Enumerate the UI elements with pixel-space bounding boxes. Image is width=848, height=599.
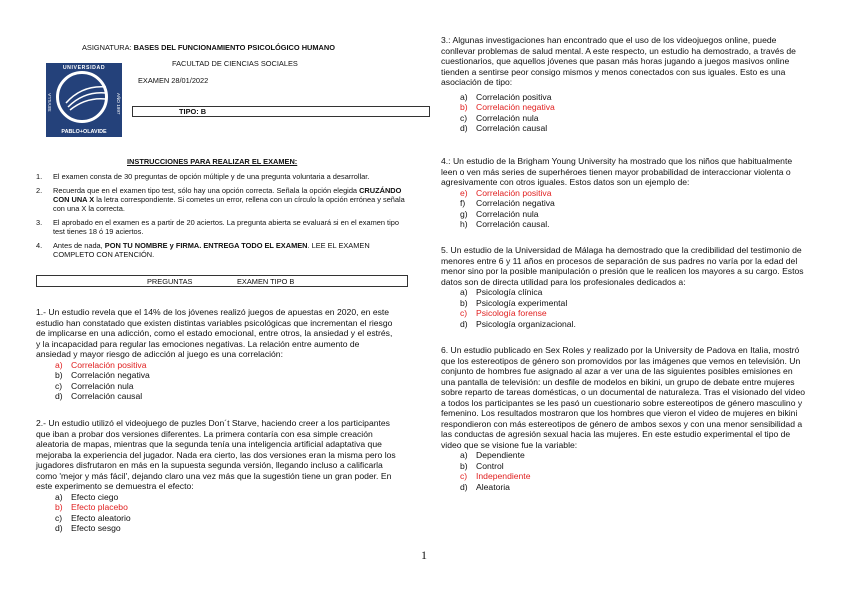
table-col-preguntas: PREGUNTAS: [147, 277, 193, 286]
question-3: [441, 35, 803, 134]
option-b[interactable]: b) Correlación negativa: [460, 102, 555, 112]
faculty-name: FACULTAD DE CIENCIAS SOCIALES: [172, 59, 298, 68]
question-text: 4.: Un estudio de la Brigham Young University ha mostrado que los niños que habitualmente leen o ven más series de superhéroes tienen mayor probabilidad de interaccionar violenta o agresivamente con otros iguales. Estos datos son un ejemplo de:: [441, 156, 793, 187]
tipo-box: [132, 106, 430, 117]
university-logo: [46, 63, 122, 137]
option-a[interactable]: a) Correlación positiva: [460, 91, 552, 102]
question-text: 5. Un estudio de la Universidad de Málaga ha demostrado que la credibilidad del testimonio de menores entre 6 y 11 años en procesos de separación de sus padres no varía por la edad del menor sino por la posible manipulación o presión que le realicen los mayores a su cargo. Estos datos son de directa utilidad para los profesionales dedicados a:: [441, 245, 804, 287]
question-2: [36, 418, 396, 534]
question-text: 3.: Algunas investigaciones han encontrado que el uso de los videojuegos online, puede conllevar problemas de salud mental. A este respecto, un estudio ha demostrado, a través de cuestionarios, que aquellos jóvenes que pasan más horas jugando a juegos masivos online tienden a sentirse peor consigo mismos y menos conectados con sus iguales. Esto es una asociación de tipo:: [441, 35, 796, 87]
option-c[interactable]: c) Psicología forense: [460, 308, 547, 318]
option-h[interactable]: h) Correlación causal.: [460, 219, 550, 229]
option-d[interactable]: d) Psicología organizacional.: [460, 318, 576, 329]
instruction-item: 4. Antes de nada, PON TU NOMBRE y FIRMA. ENTREGA TODO EL EXAMEN. LEE EL EXAMEN COMPLETO CON ATENCIÓN.: [36, 241, 370, 259]
option-d[interactable]: d) Efecto sesgo: [55, 523, 121, 533]
option-c[interactable]: c) Correlación nula: [55, 380, 134, 391]
option-f[interactable]: f) Correlación negativa: [460, 198, 555, 208]
instruction-item: 2. Recuerda que en el examen tipo test, sólo hay una opción correcta. Señala la opción elegida CRUZÁNDO CON UNA X la letra correspondiente. Si cometes un error, rellena con un círculo la opción errónea y señala con una X la correcta.: [36, 186, 405, 213]
asignatura-label: ASIGNATURA:: [82, 43, 134, 52]
option-a[interactable]: a) Efecto ciego: [55, 491, 119, 502]
option-d[interactable]: d) Correlación causal: [460, 123, 548, 133]
asignatura-line: [82, 43, 432, 52]
option-b[interactable]: b) Control: [460, 460, 504, 471]
exam-date: EXAMEN 28/01/2022: [138, 76, 209, 85]
question-text: 6. Un estudio publicado en Sex Roles y realizado por la University de Padova en Italia, mostró que los estereotipos de género son promovidos por las imágenes que vemos en televisión. Un conjunto de hombres fue asignado al azar a ver una de las siguientes posibles emisiones en una pantalla de televisión: un desfile de modelos en bikini, un grupo de debate entre mujeres sobre reparto de tareas domésticas, o un documental de naturaleza. Tras el visionado del video a todos los participantes se les pasó un cuestionario sobre estereotipos de género masculino y femenino. Los resultados mostraron que los hombres que vieron el video de mujeres en bikini respondieron con más estereotipos de género de ambos sexos y con una menor sensibilidad a las conductas de agresión sexual hacia las mujeres. En este estudio experimental el tipo de video que se visione fue la variable:: [441, 345, 806, 450]
option-c[interactable]: c) Correlación nula: [460, 112, 539, 123]
instructions-title: INSTRUCCIONES PARA REALIZAR EL EXAMEN:: [127, 157, 298, 166]
question-6: [441, 345, 806, 492]
option-e[interactable]: e) Correlación positiva: [460, 187, 552, 198]
question-text: 2.- Un estudio utilizó el videojuego de puzles Don´t Starve, haciendo creer a los participantes que iban a probar dos versiones diferentes. La primera contaría con esa simple creación aleatoria de mapas, mientras que la segunda tenía una inteligencia artificial adaptativa que mejoraba la experiencia del jugador. Nada era cierto, las dos versiones eran la misma pero los jugadores disfrutaron en más en la supuesta segunda versión, llegando incluso a calificarla como 'mejor y más fácil', dejando claro una vez más que la sugestión tiene un gran poder. En este experimento se demuestra el efecto:: [36, 418, 396, 491]
logo-right-text: AÑO 1997: [116, 93, 121, 115]
instructions-list: [36, 172, 408, 264]
question-text: 1.- Un estudio revela que el 14% de los jóvenes realizó juegos de apuestas en 2020, en este estudio han constatado que existen distintas variables psicológicas que incrementan el riesgo de implicarse en una adicción, como el estado emocional, entre otros, la ansiedad y el estrés, y la incapacidad para regular las emociones negativas. La relación entre aumento de ansiedad y mayor riesgo de adicción al juego es una correlación:: [36, 307, 393, 359]
asignatura-value: BASES DEL FUNCIONAMIENTO PSICOLÓGICO HUMANO: [133, 43, 335, 52]
instruction-item: 3. El aprobado en el examen es a partir de 20 aciertos. La pregunta abierta se evaluará si en el examen tipo test tienes 18 ó 19 aciertos.: [36, 218, 399, 236]
logo-left-text: SEVILLA: [47, 93, 52, 112]
logo-bottom-text: PABLO+OLAVIDE: [61, 129, 107, 135]
question-5: [441, 245, 806, 329]
question-1: [36, 307, 396, 402]
option-b[interactable]: b) Correlación negativa: [55, 370, 150, 380]
option-a[interactable]: a) Correlación positiva: [55, 359, 147, 370]
option-b[interactable]: b) Psicología experimental: [460, 297, 568, 308]
option-d[interactable]: d) Correlación causal: [55, 391, 143, 401]
table-col-examen: EXAMEN TIPO B: [237, 277, 295, 286]
option-a[interactable]: a) Dependiente: [460, 450, 525, 460]
tipo-label: TIPO: B: [179, 107, 207, 116]
logo-lines-icon: [64, 81, 108, 111]
option-a[interactable]: a) Psicología clínica: [460, 287, 543, 297]
question-4: [441, 156, 803, 230]
option-g[interactable]: g) Correlación nula: [460, 208, 539, 219]
questions-table-header: [36, 275, 408, 287]
option-c[interactable]: c) Independiente: [460, 471, 531, 481]
option-d[interactable]: d) Aleatoria: [460, 481, 510, 492]
page-number: 1: [421, 548, 427, 562]
option-c[interactable]: c) Efecto aleatorio: [55, 512, 131, 523]
logo-top-text: UNIVERSIDAD: [62, 65, 106, 71]
option-b[interactable]: b) Efecto placebo: [55, 502, 128, 512]
instruction-item: 1. El examen consta de 30 preguntas de opción múltiple y de una pregunta voluntaria a desarrollar.: [36, 172, 370, 181]
